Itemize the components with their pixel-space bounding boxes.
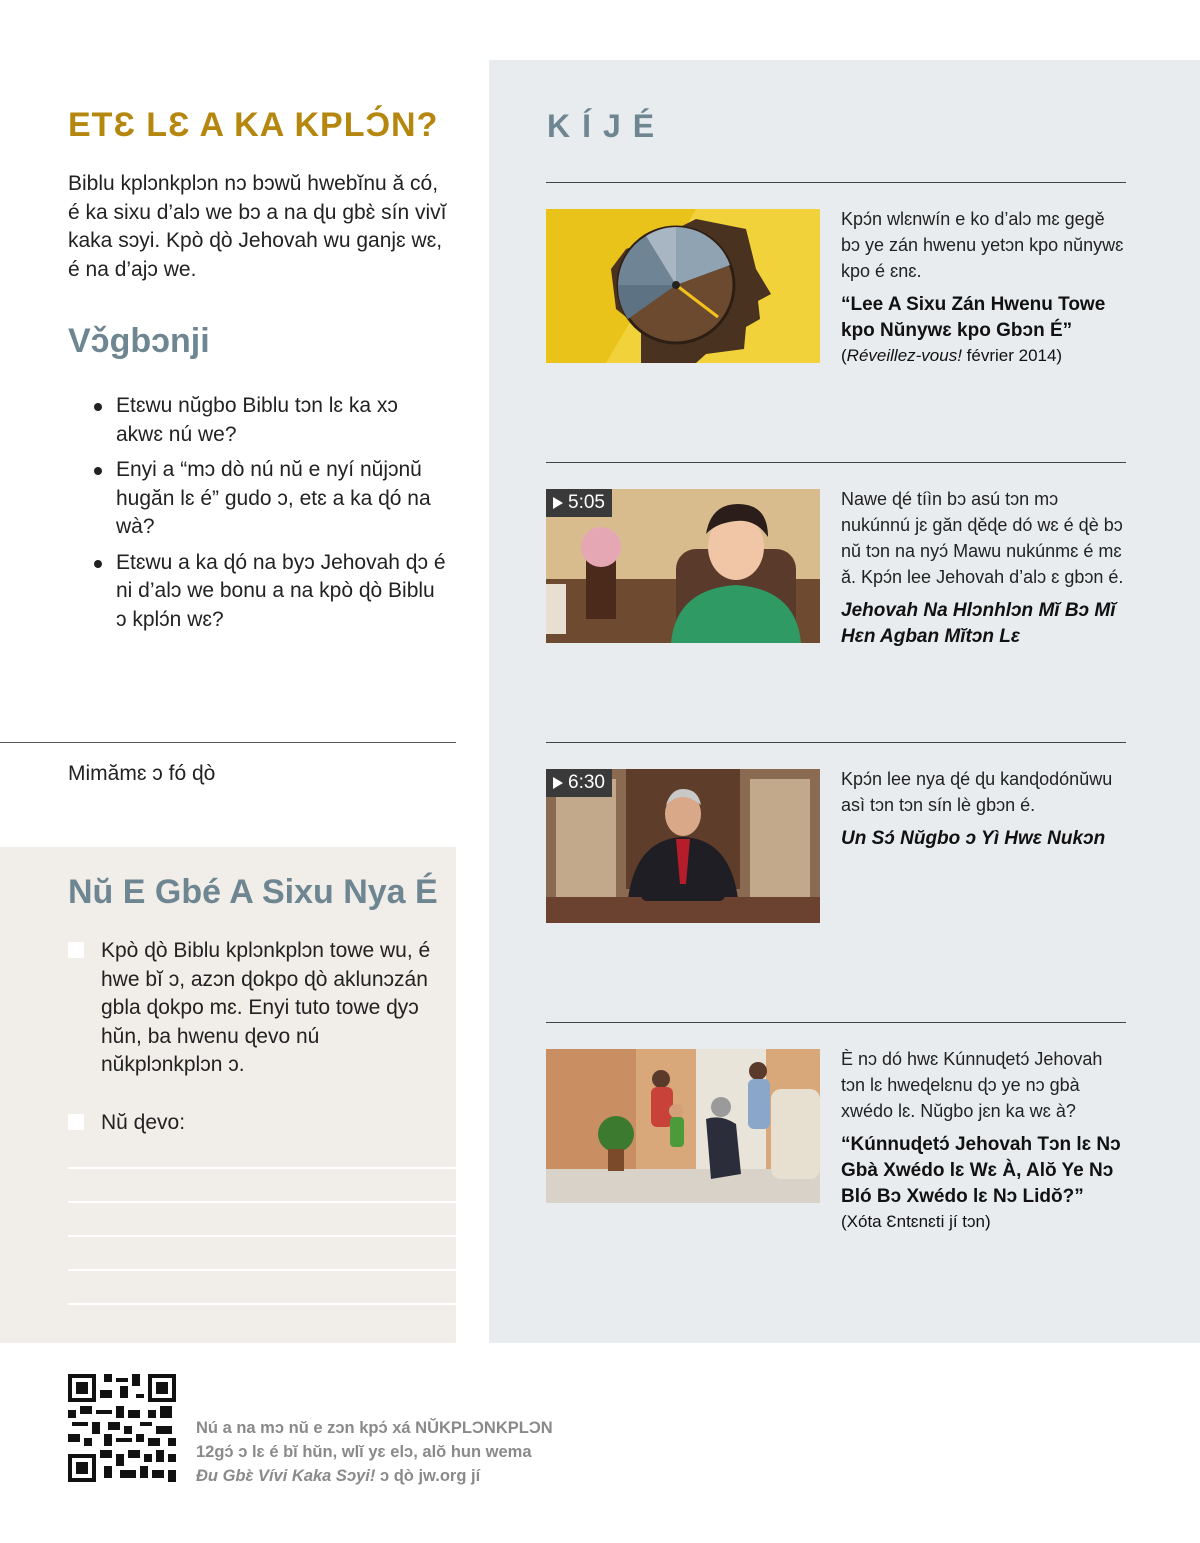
goal-checkbox[interactable] bbox=[68, 1114, 84, 1130]
head-clock-illustration bbox=[546, 209, 820, 363]
divider bbox=[546, 182, 1126, 183]
video-description bbox=[841, 486, 1126, 650]
write-line[interactable] bbox=[68, 1235, 456, 1237]
divider bbox=[546, 1022, 1126, 1023]
resource-source: (Réveillez-vous! février 2014) bbox=[841, 346, 1063, 365]
goal-item-text: Kpò ɖò Biblu kplɔnkplɔn towe wu, é hwe bĭ ɔ, azɔn ɖokpo ɖò aklunɔzán gbla ɖokpo mɛ. Enyi tuto towe ɖyɔ hŭn, ba hwenu ɖevo nú nŭkplɔnkplɔn ɔ. bbox=[101, 939, 431, 1076]
goal-box bbox=[0, 847, 456, 1343]
resource-summary: Kpɔ́n wlɛnwín e ko d’alɔ mɛ gegě bɔ ye zán hwenu yetɔn kpo nŭnywɛ kpo é ɛnɛ. bbox=[841, 209, 1124, 281]
write-line[interactable] bbox=[68, 1167, 456, 1169]
resource-title-link[interactable]: Un Sɔ́ Nŭgbo ɔ Yì Hwɛ Nukɔn bbox=[841, 828, 1106, 849]
goal-item-text: Nŭ ɖevo: bbox=[101, 1111, 186, 1134]
goal-title: Nŭ E Gbé A Sixu Nya É bbox=[68, 873, 438, 911]
article-description bbox=[841, 1046, 1126, 1234]
intro-paragraph: Biblu kplɔnkplɔn nɔ bɔwŭ hwebĭnu ǎ có, é ka sixu d’alɔ we bɔ a na ɖu gbɛ̀ sín vivĭ kaka sɔyi. Kpò ɖò Jehovah wu ganjɛ wɛ, é na d’ajɔ we. bbox=[68, 172, 447, 281]
resource-summary: Nawe ɖé tíìn bɔ asú tɔn mɔ nukúnnú jɛ găn ɖěɖe dó wɛ é ɖè bɔ nŭ tɔn na nyɔ́ Mawu nukúnmɛ é mɛ ǎ. Kpɔ́n lee Jehovah d’alɔ ɛ gbɔn é. bbox=[841, 489, 1124, 587]
write-line[interactable] bbox=[68, 1201, 456, 1203]
goal-item bbox=[68, 937, 438, 1080]
explore-panel bbox=[489, 60, 1200, 1343]
resource-summary: È nɔ dó hwɛ Kúnnuɖetɔ́ Jehovah tɔn lɛ hweɖelɛnu ɖɔ ye nɔ gbà xwédo lɛ. Nŭgbo jɛn ka wɛ à? bbox=[841, 1049, 1103, 1121]
video-thumbnail[interactable] bbox=[546, 489, 820, 643]
review-question: Enyi a “mɔ dò nú nŭ e nyí nŭjɔnŭ hugăn lɛ é” gudo ɔ, etɛ a ka ɖó na wà? bbox=[90, 456, 450, 542]
video-duration: 6:30 bbox=[546, 769, 612, 797]
footer-line: Ɖu Gbɛ̀ Vívi Kaka Sɔyi! ɔ ɖò jw.org jí bbox=[196, 1467, 481, 1485]
goal-checkbox[interactable] bbox=[68, 942, 84, 958]
family-greeting-image bbox=[546, 1049, 820, 1203]
resource-title-link[interactable]: “Lee A Sixu Zán Hwenu Towe kpo Nŭnywɛ kpo Gbɔn É” bbox=[841, 294, 1106, 341]
date-completed-label: Mimămɛ ɔ fó ɖò bbox=[68, 762, 216, 785]
write-line[interactable] bbox=[68, 1303, 456, 1305]
footer-note bbox=[196, 1416, 616, 1488]
write-line[interactable] bbox=[68, 1269, 456, 1271]
footer-line: 12gɔ́ ɔ lɛ é bĭ hŭn, wlĭ yɛ elɔ, alŏ hun wema bbox=[196, 1443, 532, 1461]
video-description bbox=[841, 766, 1126, 852]
article-thumbnail[interactable] bbox=[546, 209, 820, 363]
resource-summary: Kpɔ́n lee nya ɖé ɖu kanɖodónŭwu asì tɔn tɔn sín lè gbɔn é. bbox=[841, 769, 1113, 815]
video-duration: 5:05 bbox=[546, 489, 612, 517]
resource-title-link[interactable]: “Kúnnuɖetɔ́ Jehovah Tɔn lɛ Nɔ Gbà Xwédo lɛ Wɛ À, Alŏ Ye Nɔ Bló Bɔ Xwédo lɛ Nɔ Lidŏ?” bbox=[841, 1134, 1121, 1207]
review-question: Etɛwu a ka ɖó na byɔ Jehovah ɖɔ é ni d’alɔ we bonu a na kpò ɖò Biblu ɔ kplɔ́n wɛ? bbox=[90, 549, 450, 635]
divider bbox=[546, 462, 1126, 463]
review-title: Vɔ̌gbɔnji bbox=[68, 322, 210, 360]
video-thumbnail[interactable] bbox=[546, 769, 820, 923]
article-description bbox=[841, 206, 1126, 368]
play-icon bbox=[553, 777, 563, 789]
explore-title: KÍJÉ bbox=[547, 108, 667, 144]
divider bbox=[0, 742, 456, 743]
section-title: ETƐ LƐ A KA KPLƆ́N? bbox=[68, 106, 439, 144]
divider bbox=[546, 742, 1126, 743]
resource-source: (Xóta Ɛntɛnɛti jí tɔn) bbox=[841, 1212, 991, 1231]
footer-line: Nú a na mɔ nŭ e zɔn kpɔ́ xá NŬKPLƆNKPLƆN bbox=[196, 1419, 553, 1437]
play-icon bbox=[553, 497, 563, 509]
resource-title-link[interactable]: Jehovah Na Hlɔnhlɔn Mĭ Bɔ Mĭ Hɛn Agban Mĭtɔn Lɛ bbox=[841, 600, 1116, 647]
qr-code-icon[interactable] bbox=[68, 1374, 176, 1482]
review-question-list bbox=[90, 392, 450, 641]
goal-item-other bbox=[68, 1109, 438, 1138]
review-question: Etɛwu nŭgbo Biblu tɔn lɛ ka xɔ akwɛ nú we? bbox=[90, 392, 450, 449]
article-thumbnail[interactable] bbox=[546, 1049, 820, 1203]
